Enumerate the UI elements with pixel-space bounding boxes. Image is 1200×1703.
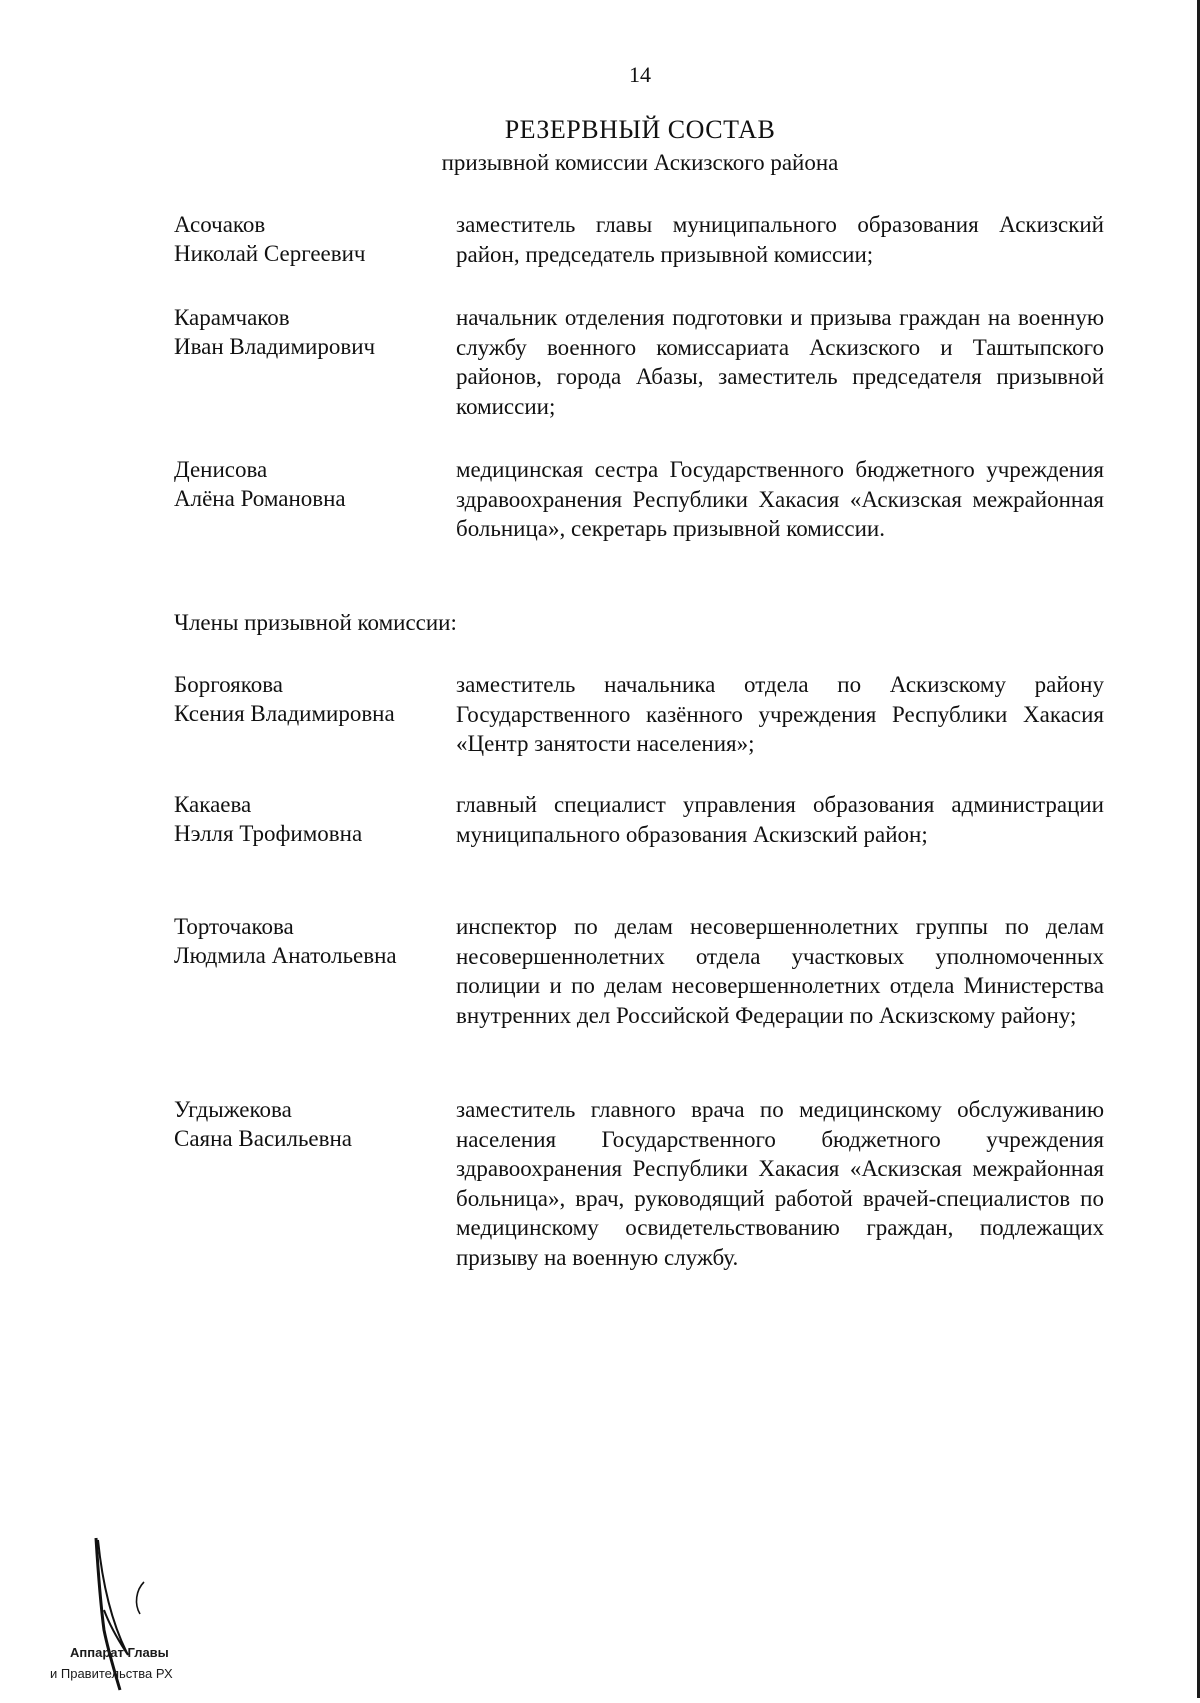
person-role: заместитель главы муниципального образования Аскизский район, председатель призывной комиссии;: [456, 212, 1104, 267]
person-name: [174, 790, 444, 848]
surname: Асочаков: [174, 212, 266, 237]
given-names: Нэлля Трофимовна: [174, 821, 363, 846]
person-name: [174, 303, 444, 361]
surname: Какаева: [174, 792, 252, 817]
document-title: РЕЗЕРВНЫЙ СОСТАВ: [504, 115, 776, 144]
person-role: заместитель главного врача по медицинскому обслуживанию населения Государственного бюджетного учреждения здравоохранения Республики Хакасия «Аскизская межрайонная больница», врач, руководящий работой врачей-специалистов по медицинскому освидетельствованию граждан, подлежащих призыву на военную службу.: [456, 1097, 1104, 1270]
person-role: главный специалист управления образования администрации муниципального образования Аскизский район;: [456, 792, 1104, 847]
stamp-line-2: и Правительства РХ: [50, 1666, 173, 1681]
members-heading: Члены призывной комиссии:: [174, 610, 457, 635]
given-names: Ксения Владимировна: [174, 701, 395, 726]
given-names: Алёна Романовна: [174, 486, 346, 511]
page-number: 14: [629, 62, 651, 87]
given-names: Иван Владимирович: [174, 334, 376, 359]
person-name: [174, 210, 444, 268]
signature-stamp: [48, 1530, 248, 1698]
person-role: инспектор по делам несовершеннолетних группы по делам несовершеннолетних отдела участковых уполномоченных полиции и по делам несовершеннолетних отдела Министерства внутренних дел Российской Федерации по Аскизскому району;: [456, 914, 1104, 1028]
surname: Боргоякова: [174, 672, 283, 697]
given-names: Саяна Васильевна: [174, 1126, 353, 1151]
surname: Денисова: [174, 457, 268, 482]
person-name: [174, 912, 444, 970]
person-role: медицинская сестра Государственного бюджетного учреждения здравоохранения Республики Хакасия «Аскизская межрайонная больница», секретарь призывной комиссии.: [456, 457, 1104, 541]
stamp-line-1: Аппарат Главы: [70, 1645, 169, 1660]
person-name: [174, 1095, 444, 1153]
surname: Торточакова: [174, 914, 294, 939]
person-name: [174, 455, 444, 513]
given-names: Людмила Анатольевна: [174, 943, 397, 968]
surname: Карамчаков: [174, 305, 290, 330]
surname: Угдыжекова: [174, 1097, 292, 1122]
given-names: Николай Сергеевич: [174, 241, 366, 266]
document-subtitle: призывной комиссии Аскизского района: [441, 150, 839, 175]
person-role: заместитель начальника отдела по Аскизскому району Государственного казённого учреждения Республики Хакасия «Центр занятости населения»;: [456, 672, 1104, 756]
person-role: начальник отделения подготовки и призыва граждан на военную службу военного комиссариата Аскизского и Таштыпского районов, города Абазы, заместитель председателя призывной комиссии;: [456, 305, 1104, 419]
person-name: [174, 670, 444, 728]
